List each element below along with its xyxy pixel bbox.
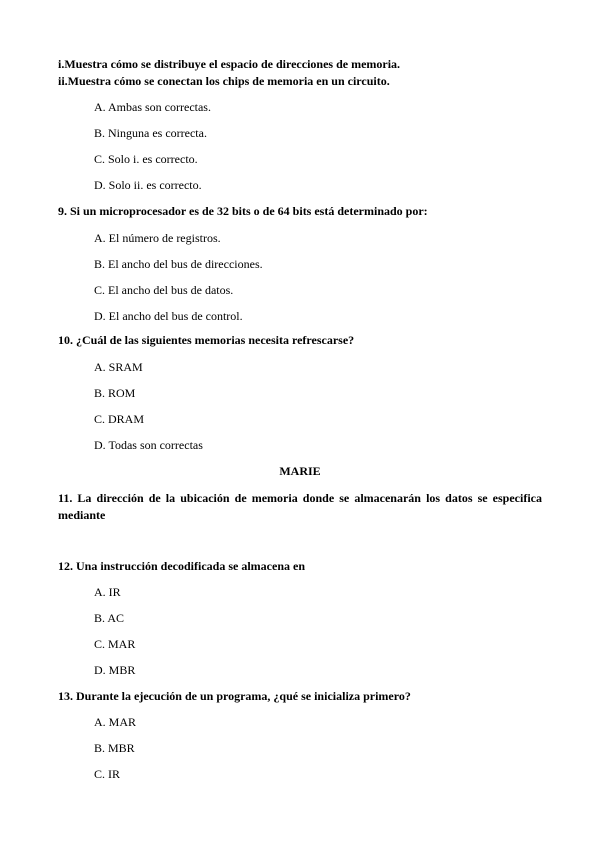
q10-option-a: A. SRAM — [94, 360, 143, 374]
q12-option-b: B. AC — [94, 611, 125, 625]
q9-option-d: D. El ancho del bus de control. — [94, 309, 243, 323]
q10-option-c: C. DRAM — [94, 412, 145, 426]
q12-option-c: C. MAR — [94, 637, 136, 651]
q10-option-b: B. ROM — [94, 386, 136, 400]
q8-option-a: A. Ambas son correctas. — [94, 100, 211, 114]
q12-option-d: D. MBR — [94, 663, 136, 677]
q13-option-b: B. MBR — [94, 741, 135, 755]
q10-option-d: D. Todas son correctas — [94, 438, 203, 452]
q13-option-c: C. IR — [94, 767, 121, 781]
q10-question: 10. ¿Cuál de las siguientes memorias necesita refrescarse? — [58, 333, 355, 347]
q9-question: 9. Si un microprocesador es de 32 bits o de 64 bits está determinado por: — [58, 204, 428, 218]
q8-option-c: C. Solo i. es correcto. — [94, 152, 198, 166]
q8-statement-i: i.Muestra cómo se distribuye el espacio de direcciones de memoria. — [58, 57, 401, 71]
q12-question: 12. Una instrucción decodificada se almacena en — [58, 559, 305, 573]
q13-option-a: A. MAR — [94, 715, 137, 729]
q8-option-b: B. Ninguna es correcta. — [94, 126, 207, 140]
q9-option-a: A. El número de registros. — [94, 231, 221, 245]
q9-option-c: C. El ancho del bus de datos. — [94, 283, 234, 297]
q9-option-b: B. El ancho del bus de direcciones. — [94, 257, 263, 271]
section-title: MARIE — [279, 464, 321, 478]
q8-statement-ii: ii.Muestra cómo se conectan los chips de memoria en un circuito. — [58, 74, 390, 88]
q11-question: 11. La dirección de la ubicación de memoria donde se almacenarán los datos se especifica mediante — [58, 491, 542, 522]
q8-option-d: D. Solo ii. es correcto. — [94, 178, 202, 192]
q12-option-a: A. IR — [94, 585, 121, 599]
q13-question: 13. Durante la ejecución de un programa, ¿qué se inicializa primero? — [58, 689, 411, 703]
